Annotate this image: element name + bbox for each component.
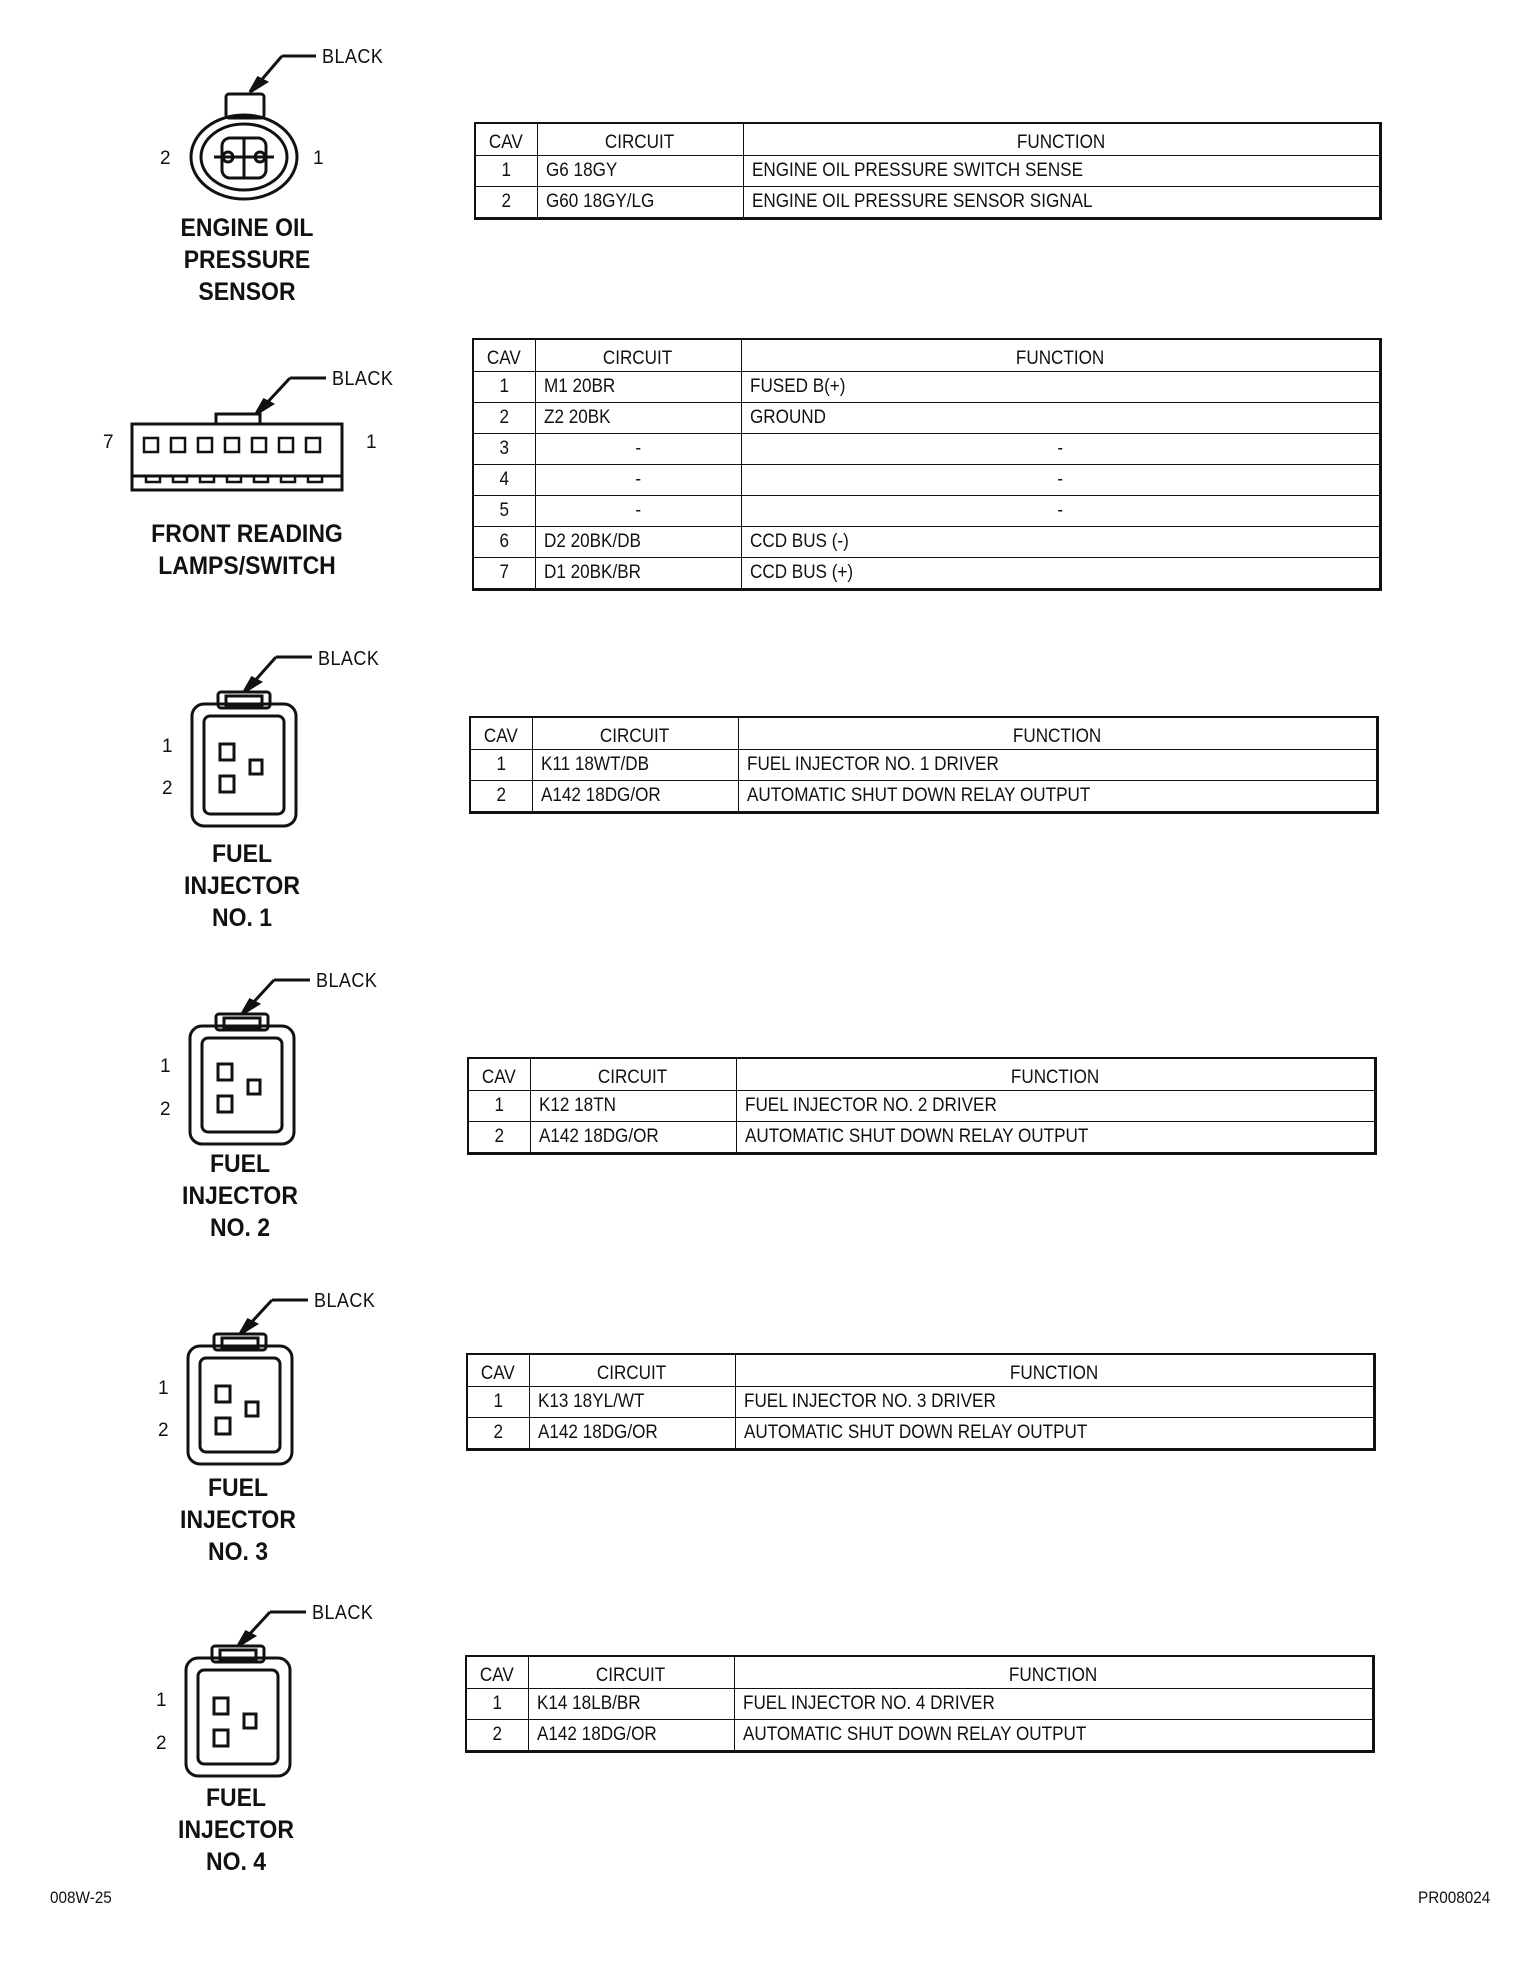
pin-label: 1 bbox=[160, 1056, 171, 1077]
cell-cav: 2 bbox=[466, 1720, 528, 1752]
table-row bbox=[475, 156, 1381, 187]
cell-cav: 2 bbox=[473, 403, 535, 434]
figure-code-right: PR008024 bbox=[1418, 1888, 1491, 1907]
cell-function: AUTOMATIC SHUT DOWN RELAY OUTPUT bbox=[734, 1720, 1374, 1752]
table-row bbox=[467, 1387, 1375, 1418]
cell-circuit: K12 18TN bbox=[530, 1091, 736, 1122]
cell-function: CCD BUS (+) bbox=[741, 558, 1381, 590]
pinout-table bbox=[467, 1057, 1377, 1155]
cell-function: AUTOMATIC SHUT DOWN RELAY OUTPUT bbox=[735, 1418, 1375, 1450]
pin-label: 2 bbox=[160, 1099, 171, 1120]
connector-name-line: LAMPS/SWITCH bbox=[158, 552, 336, 580]
pin-label: 1 bbox=[162, 736, 173, 757]
pin-label: 2 bbox=[156, 1733, 167, 1754]
column-header-cav: CAV bbox=[468, 1058, 530, 1091]
column-header-circuit: CIRCUIT bbox=[529, 1354, 735, 1387]
cell-circuit: K13 18YL/WT bbox=[529, 1387, 735, 1418]
connector-name-line: INJECTOR bbox=[182, 1182, 298, 1210]
cell-function: AUTOMATIC SHUT DOWN RELAY OUTPUT bbox=[736, 1122, 1376, 1154]
cell-function: - bbox=[741, 434, 1381, 465]
table-row bbox=[468, 1122, 1376, 1154]
cell-cav: 5 bbox=[473, 496, 535, 527]
table-row bbox=[473, 558, 1381, 590]
cell-circuit: D1 20BK/BR bbox=[535, 558, 741, 590]
connector-name-line: NO. 4 bbox=[205, 1848, 267, 1876]
table-row bbox=[475, 187, 1381, 219]
cell-circuit: - bbox=[535, 496, 741, 527]
cell-cav: 1 bbox=[468, 1091, 530, 1122]
column-header-cav: CAV bbox=[467, 1354, 529, 1387]
cell-function: CCD BUS (-) bbox=[741, 527, 1381, 558]
column-header-circuit: CIRCUIT bbox=[535, 339, 741, 372]
connector-name-line: SENSOR bbox=[198, 278, 296, 306]
connector-name-line: FUEL bbox=[209, 1150, 271, 1178]
cell-circuit: G60 18GY/LG bbox=[537, 187, 743, 219]
column-header-cav: CAV bbox=[466, 1656, 528, 1689]
table-row bbox=[473, 403, 1381, 434]
cell-circuit: Z2 20BK bbox=[535, 403, 741, 434]
pin-label: 2 bbox=[160, 148, 171, 169]
table-header-row bbox=[467, 1354, 1375, 1387]
column-header-circuit: CIRCUIT bbox=[532, 717, 738, 750]
cell-function: ENGINE OIL PRESSURE SENSOR SIGNAL bbox=[743, 187, 1381, 219]
pinout-table bbox=[469, 716, 1379, 814]
column-header-function: FUNCTION bbox=[743, 123, 1381, 156]
figure-code-left: 008W-25 bbox=[50, 1888, 112, 1907]
connector-name-line: ENGINE OIL bbox=[180, 214, 314, 242]
table-row bbox=[473, 465, 1381, 496]
connector-color-label: BLACK bbox=[312, 1602, 374, 1624]
pin-label: 1 bbox=[313, 148, 324, 169]
cell-cav: 4 bbox=[473, 465, 535, 496]
connector-name-line: INJECTOR bbox=[180, 1506, 296, 1534]
cell-cav: 7 bbox=[473, 558, 535, 590]
connector-color-label: BLACK bbox=[318, 648, 380, 670]
column-header-function: FUNCTION bbox=[735, 1354, 1375, 1387]
table-row bbox=[473, 434, 1381, 465]
table-header-row bbox=[475, 123, 1381, 156]
cell-function: FUEL INJECTOR NO. 4 DRIVER bbox=[734, 1689, 1374, 1720]
pin-label: 2 bbox=[162, 778, 173, 799]
table-header-row bbox=[466, 1656, 1374, 1689]
table-header-row bbox=[468, 1058, 1376, 1091]
pin-label: 1 bbox=[366, 432, 377, 453]
cell-circuit: M1 20BR bbox=[535, 372, 741, 403]
table-row bbox=[470, 781, 1378, 813]
cell-function: - bbox=[741, 465, 1381, 496]
connector-name-line: NO. 2 bbox=[209, 1214, 271, 1242]
cell-circuit: - bbox=[535, 465, 741, 496]
pin-label: 1 bbox=[158, 1378, 169, 1399]
connector-name bbox=[135, 1782, 337, 1878]
table-row bbox=[473, 527, 1381, 558]
column-header-cav: CAV bbox=[470, 717, 532, 750]
connector-2pin-injector-icon bbox=[0, 0, 460, 1900]
table-header-row bbox=[470, 717, 1378, 750]
table-row bbox=[470, 750, 1378, 781]
connector-name-line: FUEL bbox=[207, 1474, 269, 1502]
pinout-table bbox=[472, 338, 1382, 591]
column-header-circuit: CIRCUIT bbox=[528, 1656, 734, 1689]
cell-function: AUTOMATIC SHUT DOWN RELAY OUTPUT bbox=[738, 781, 1378, 813]
cell-cav: 1 bbox=[475, 156, 537, 187]
cell-cav: 3 bbox=[473, 434, 535, 465]
column-header-function: FUNCTION bbox=[741, 339, 1381, 372]
connector-color-label: BLACK bbox=[316, 970, 378, 992]
connector-name-line: PRESSURE bbox=[183, 246, 311, 274]
pinout-table bbox=[466, 1353, 1376, 1451]
cell-function: ENGINE OIL PRESSURE SWITCH SENSE bbox=[743, 156, 1381, 187]
pin-label: 2 bbox=[158, 1420, 169, 1441]
cell-circuit: A142 18DG/OR bbox=[529, 1418, 735, 1450]
table-header-row bbox=[473, 339, 1381, 372]
column-header-circuit: CIRCUIT bbox=[537, 123, 743, 156]
column-header-cav: CAV bbox=[475, 123, 537, 156]
cell-function: FUEL INJECTOR NO. 1 DRIVER bbox=[738, 750, 1378, 781]
cell-circuit: G6 18GY bbox=[537, 156, 743, 187]
cell-circuit: A142 18DG/OR bbox=[532, 781, 738, 813]
cell-cav: 2 bbox=[470, 781, 532, 813]
cell-function: - bbox=[741, 496, 1381, 527]
connector-name-line: NO. 3 bbox=[207, 1538, 269, 1566]
connector-name-line: INJECTOR bbox=[184, 872, 300, 900]
table-row bbox=[468, 1091, 1376, 1122]
pin-label: 1 bbox=[156, 1690, 167, 1711]
connector-name-line: FRONT READING bbox=[151, 520, 343, 548]
cell-cav: 1 bbox=[466, 1689, 528, 1720]
column-header-cav: CAV bbox=[473, 339, 535, 372]
cell-function: GROUND bbox=[741, 403, 1381, 434]
cell-function: FUEL INJECTOR NO. 2 DRIVER bbox=[736, 1091, 1376, 1122]
cell-circuit: A142 18DG/OR bbox=[530, 1122, 736, 1154]
connector-name-line: NO. 1 bbox=[211, 904, 273, 932]
cell-cav: 2 bbox=[468, 1122, 530, 1154]
table-row bbox=[466, 1689, 1374, 1720]
table-row bbox=[467, 1418, 1375, 1450]
cell-circuit: K11 18WT/DB bbox=[532, 750, 738, 781]
pin-label: 7 bbox=[103, 432, 114, 453]
cell-circuit: D2 20BK/DB bbox=[535, 527, 741, 558]
connector-color-label: BLACK bbox=[322, 46, 384, 68]
table-row bbox=[473, 372, 1381, 403]
connector-color-label: BLACK bbox=[332, 368, 394, 390]
column-header-function: FUNCTION bbox=[738, 717, 1378, 750]
cell-cav: 1 bbox=[467, 1387, 529, 1418]
pinout-table bbox=[474, 122, 1382, 220]
pinout-table bbox=[465, 1655, 1375, 1753]
table-row bbox=[473, 496, 1381, 527]
cell-function: FUEL INJECTOR NO. 3 DRIVER bbox=[735, 1387, 1375, 1418]
connector-color-label: BLACK bbox=[314, 1290, 376, 1312]
connector-name-line: FUEL bbox=[205, 1784, 267, 1812]
column-header-function: FUNCTION bbox=[736, 1058, 1376, 1091]
connector-name-line: INJECTOR bbox=[178, 1816, 294, 1844]
cell-circuit: - bbox=[535, 434, 741, 465]
table-row bbox=[466, 1720, 1374, 1752]
connector-name-line: FUEL bbox=[211, 840, 273, 868]
cell-circuit: A142 18DG/OR bbox=[528, 1720, 734, 1752]
cell-cav: 1 bbox=[473, 372, 535, 403]
cell-cav: 1 bbox=[470, 750, 532, 781]
cell-cav: 6 bbox=[473, 527, 535, 558]
cell-cav: 2 bbox=[467, 1418, 529, 1450]
cell-circuit: K14 18LB/BR bbox=[528, 1689, 734, 1720]
column-header-circuit: CIRCUIT bbox=[530, 1058, 736, 1091]
column-header-function: FUNCTION bbox=[734, 1656, 1374, 1689]
cell-function: FUSED B(+) bbox=[741, 372, 1381, 403]
cell-cav: 2 bbox=[475, 187, 537, 219]
